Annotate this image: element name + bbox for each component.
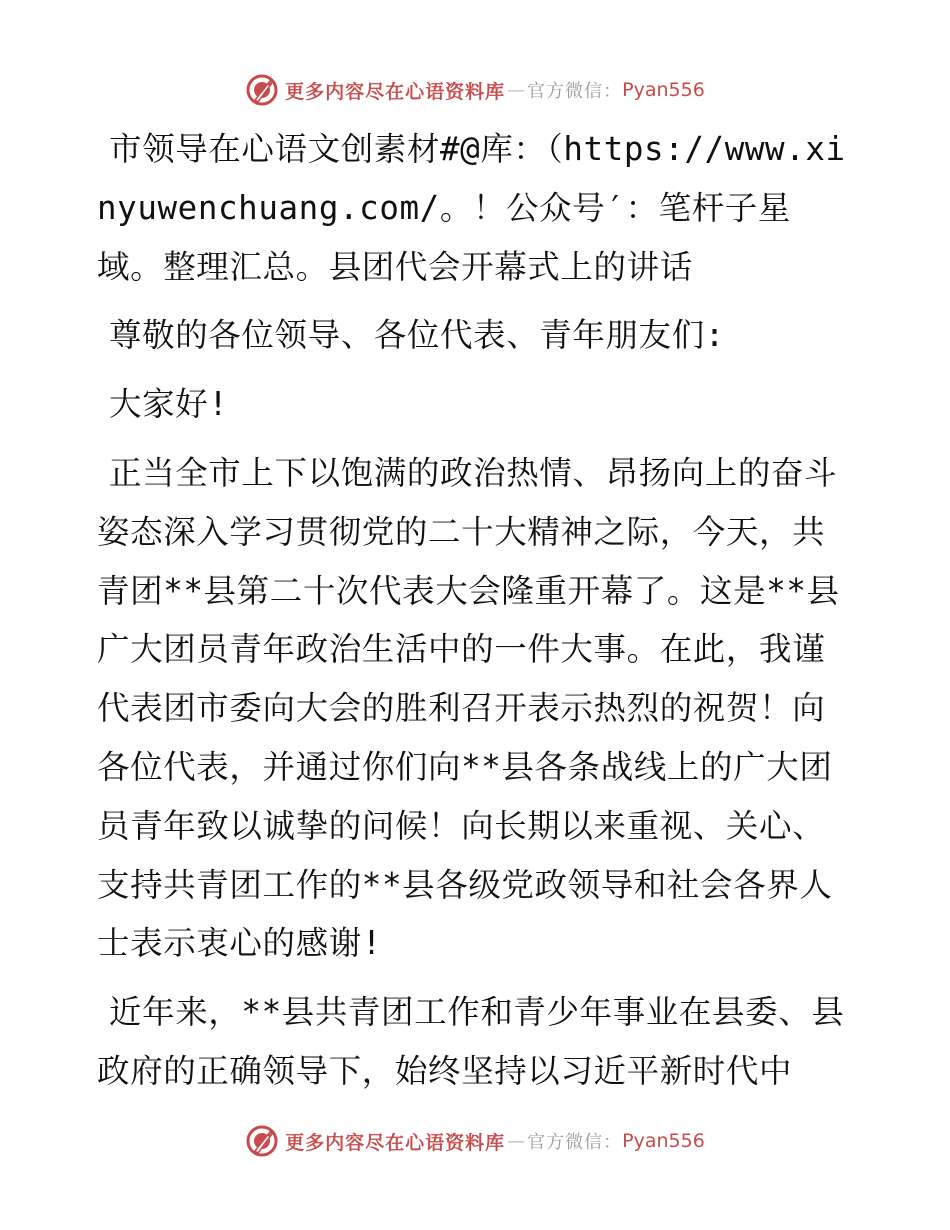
body-paragraph: 正当全市上下以饱满的政治热情、昂扬向上的奋斗姿态深入学习贯彻党的二十大精神之际，今天，共青团**县第二十次代表大会隆重开幕了。这是**县广大团员青年政治生活中的一件大事。在此，我谨代表团市委向大会的胜利召开表示热烈的祝贺！向各位代表，并通过你们向**县各条战线上的广大团员青年致以诚挚的问候！向长期以来重视、关心、支持共青团工作的**县各级党政领导和社会各界人士表示衷心的感谢! <box>97 453 840 963</box>
banner-wechat-id: Pyan556 <box>622 1130 705 1152</box>
pen-nib-circle-icon <box>245 73 279 107</box>
salutation-paragraph: 尊敬的各位领导、各位代表、青年朋友们: <box>109 316 725 355</box>
greeting-paragraph: 大家好! <box>109 385 229 424</box>
banner-separator: — <box>507 1130 526 1152</box>
banner-wechat-label: 官方微信： <box>527 81 623 102</box>
body-paragraph: 近年来，**县共青团工作和青少年事业在县委、县政府的正确领导下，始终坚持以习近平新时代中 <box>97 993 845 1090</box>
header-watermark-banner <box>0 70 950 110</box>
banner-wechat-id: Pyan556 <box>622 79 705 101</box>
banner-brand-text: 更多内容尽在心语资料库 <box>285 80 506 103</box>
banner-brand-text: 更多内容尽在心语资料库 <box>285 1131 506 1154</box>
document-heading-paragraph: 市领导在心语文创素材#@库：（https://www.xinyuwenchuang.com/。！公众号′：笔杆子星域。整理汇总。县团代会开幕式上的讲话 <box>97 130 846 286</box>
footer-watermark-banner <box>0 1121 950 1161</box>
document-body <box>97 120 852 1101</box>
pen-nib-circle-icon <box>245 1124 279 1158</box>
banner-separator: — <box>507 79 526 101</box>
banner-wechat-label: 官方微信： <box>527 1132 623 1153</box>
